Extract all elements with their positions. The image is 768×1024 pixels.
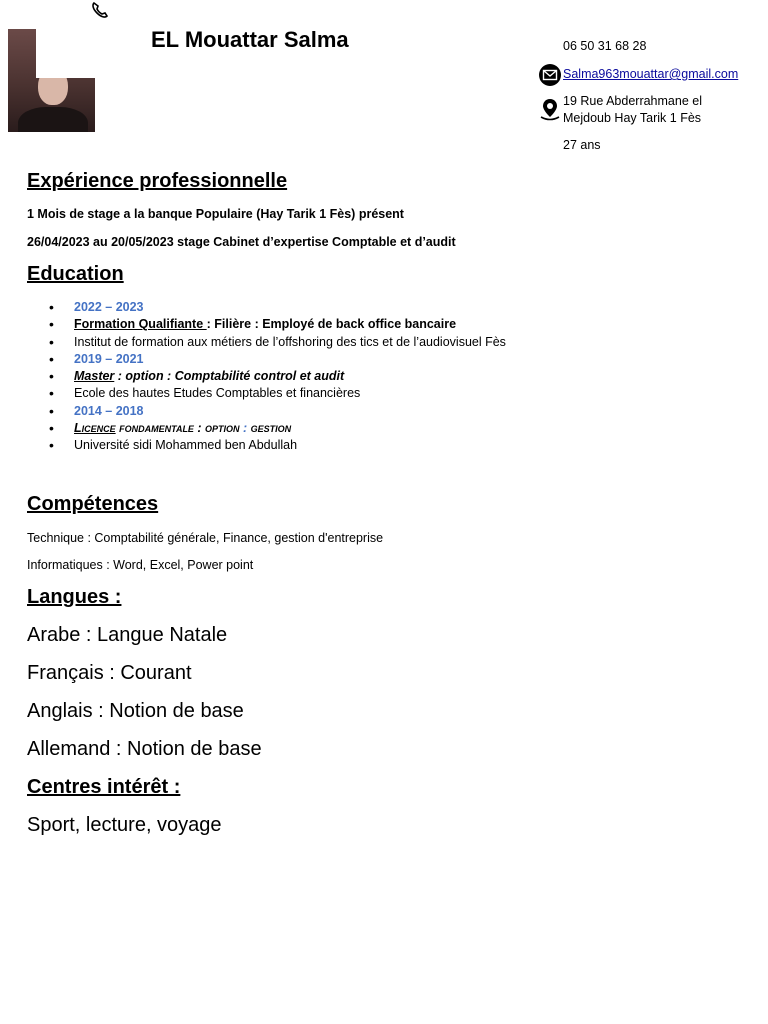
age: 27 ans <box>563 138 601 152</box>
education-year: • 2014 – 2018 <box>27 403 506 420</box>
skills-informatique: Informatiques : Word, Excel, Power point <box>27 558 254 572</box>
phone-icon <box>89 0 111 20</box>
experience-heading: Expérience professionnelle <box>27 170 288 192</box>
location-pin-icon <box>538 97 562 121</box>
education-year: • 2019 – 2021 <box>27 351 506 368</box>
education-school: • Université sidi Mohammed ben Abdullah <box>27 437 506 454</box>
candidate-name: EL Mouattar Salma <box>151 27 349 52</box>
address-line-1: 19 Rue Abderrahmane el <box>563 94 702 108</box>
education-list <box>27 299 506 455</box>
language-item: Arabe : Langue Natale <box>27 624 228 646</box>
address <box>563 93 702 127</box>
languages-heading: Langues : <box>27 586 122 608</box>
language-item: Français : Courant <box>27 662 192 684</box>
education-degree: • Licence fondamentale : option : gestion <box>27 420 506 437</box>
profile-photo <box>8 29 95 132</box>
education-degree: • Master : option : Comptabilité control et audit <box>27 368 506 385</box>
skills-technique: Technique : Comptabilité générale, Finance, gestion d'entreprise <box>27 531 384 545</box>
education-degree: • Formation Qualifiante : Filière : Employé de back office bancaire <box>27 316 506 333</box>
skills-heading: Compétences <box>27 493 159 515</box>
language-item: Allemand : Notion de base <box>27 738 262 760</box>
experience-item: 26/04/2023 au 20/05/2023 stage Cabinet d’expertise Comptable et d’audit <box>27 235 456 249</box>
address-line-2: Mejdoub Hay Tarik 1 Fès <box>563 111 702 125</box>
phone-number: 06 50 31 68 28 <box>563 39 647 53</box>
email-link[interactable]: Salma963mouattar@gmail.com <box>563 67 739 81</box>
envelope-icon <box>538 63 562 87</box>
education-year: • 2022 – 2023 <box>27 299 506 316</box>
education-heading: Education <box>27 263 124 285</box>
language-item: Anglais : Notion de base <box>27 700 244 722</box>
experience-item: 1 Mois de stage a la banque Populaire (Hay Tarik 1 Fès) présent <box>27 207 404 221</box>
interests-heading: Centres intérêt : <box>27 776 181 798</box>
interests-text: Sport, lecture, voyage <box>27 814 222 836</box>
education-school: • Ecole des hautes Etudes Comptables et financières <box>27 385 506 402</box>
education-school: • Institut de formation aux métiers de l’offshoring des tics et de l’audiovisuel Fès <box>27 334 506 351</box>
